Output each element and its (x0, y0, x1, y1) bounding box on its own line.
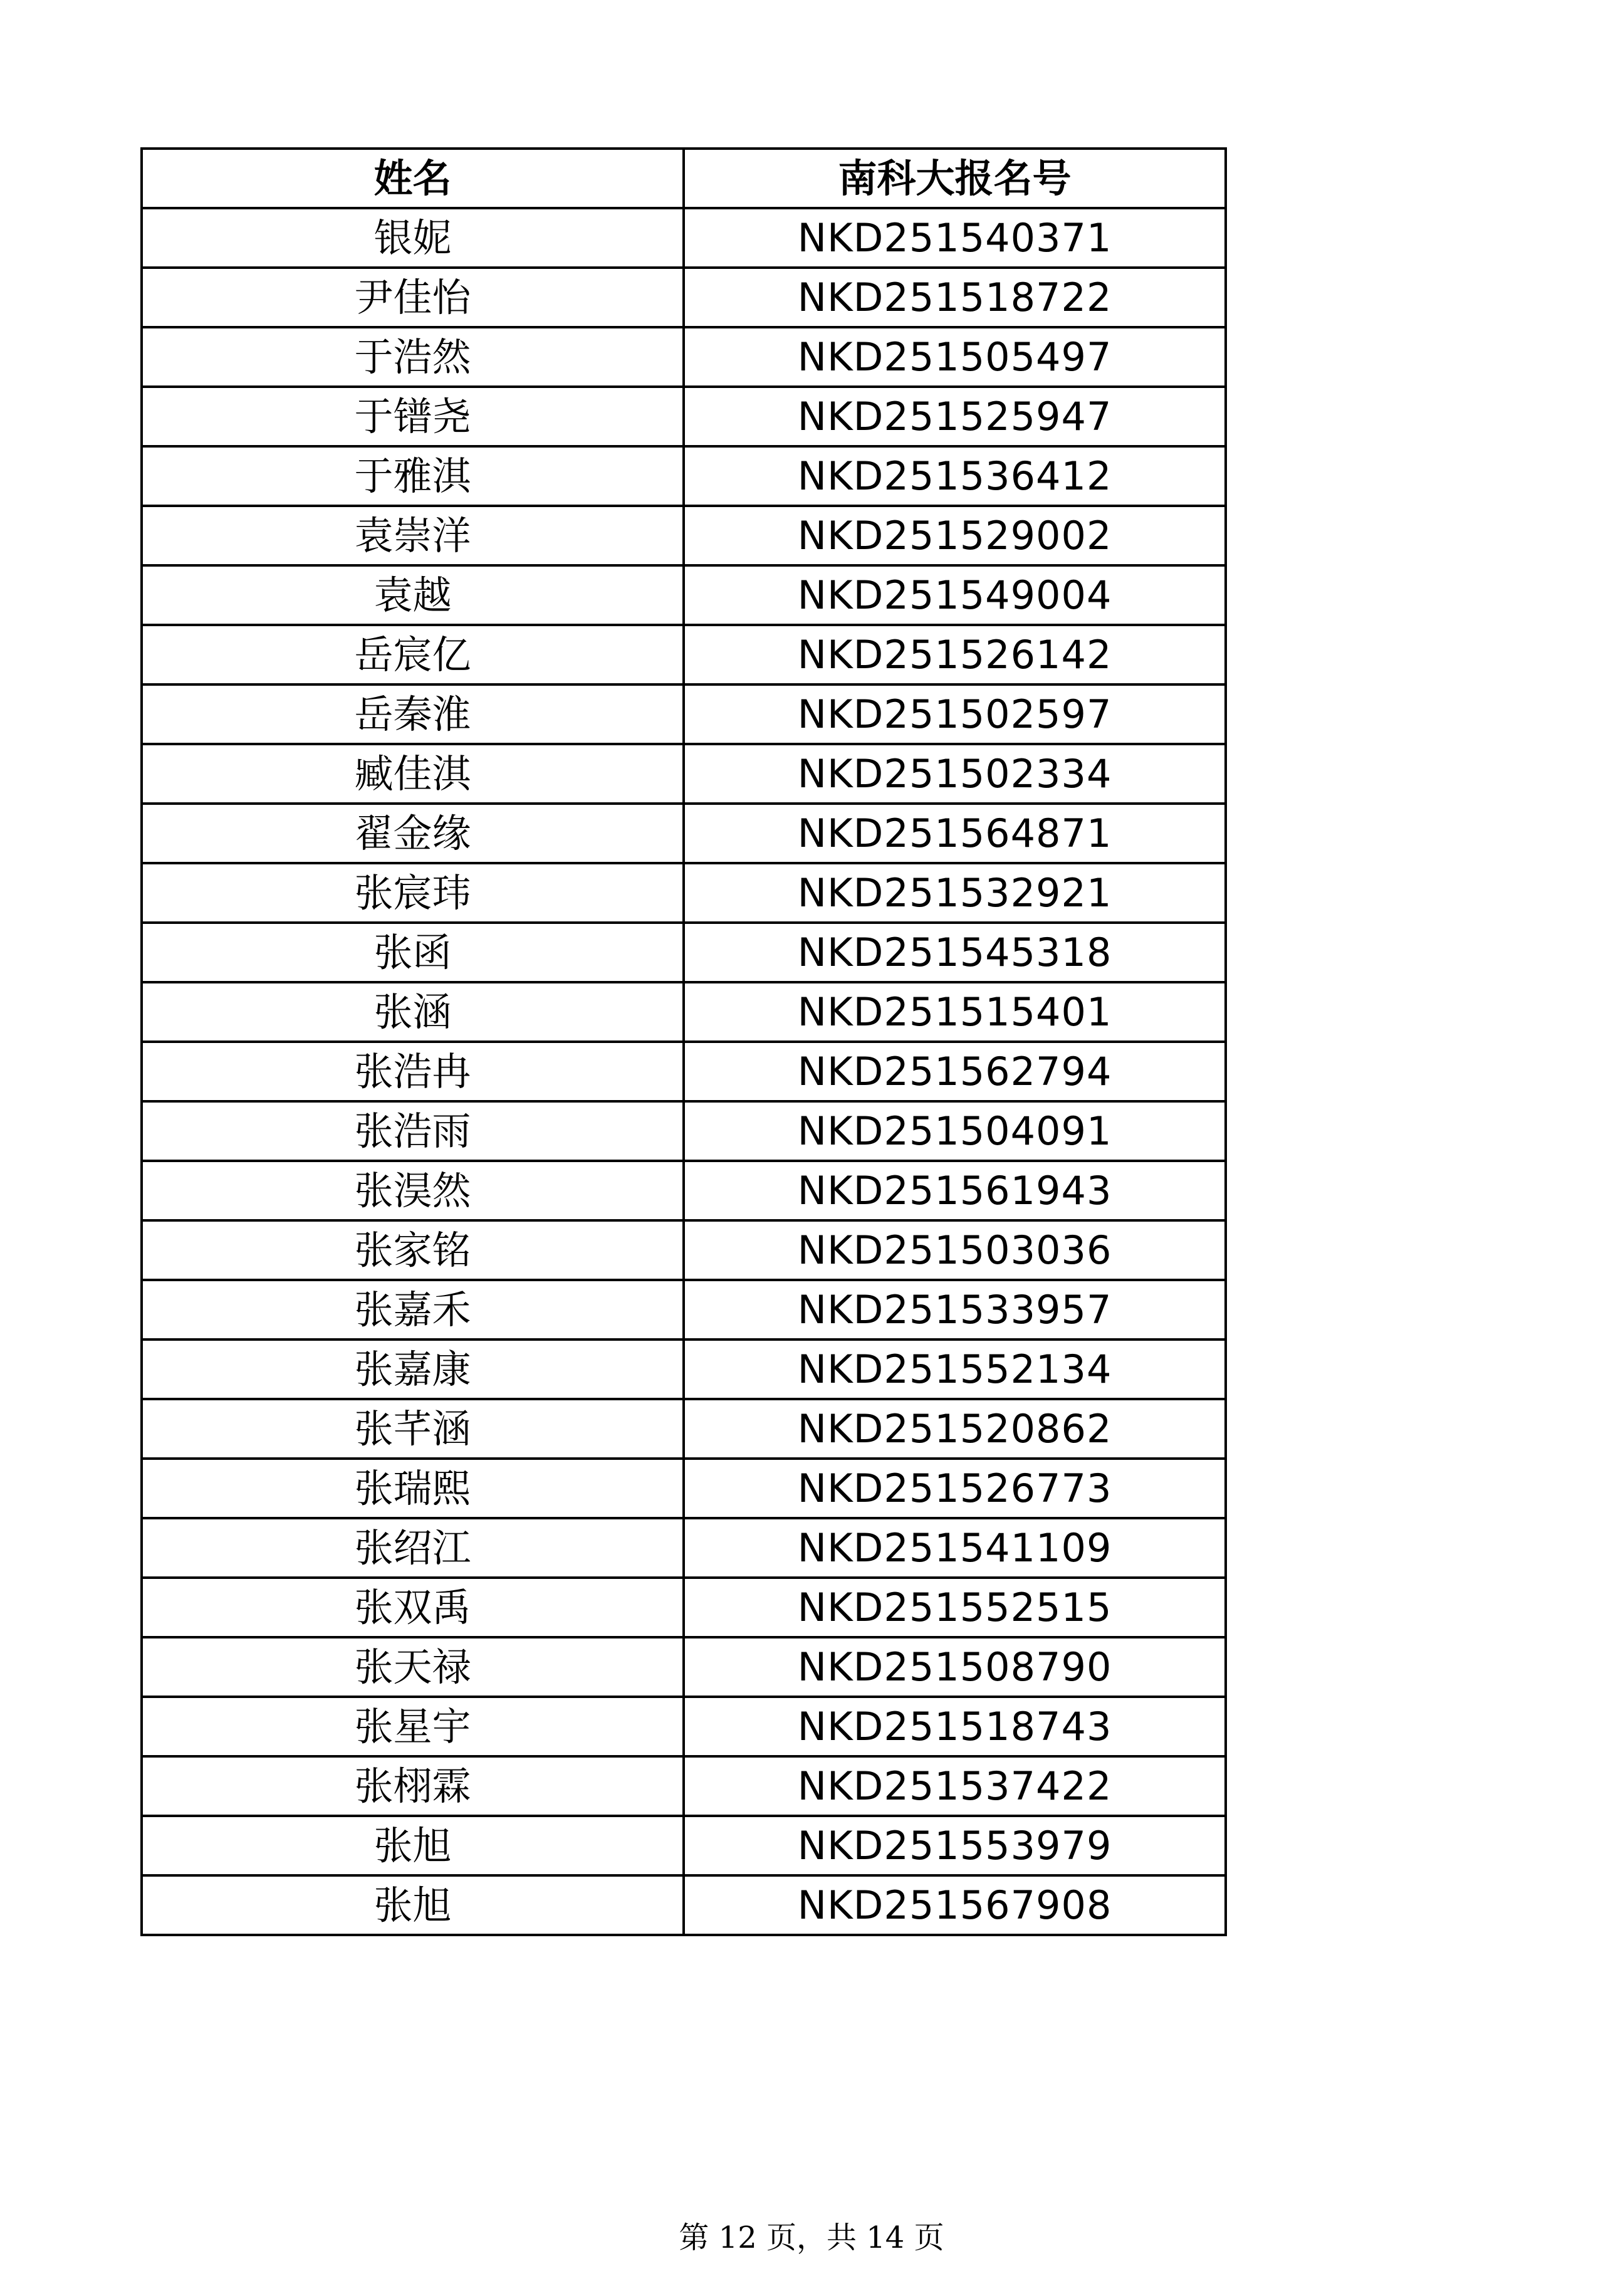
cell-registration-number: NKD251541109 (684, 1518, 1226, 1578)
cell-registration-number: NKD251526142 (684, 625, 1226, 684)
cell-registration-number: NKD251536412 (684, 446, 1226, 506)
table-row (142, 268, 1226, 327)
table-row (142, 327, 1226, 387)
cell-registration-number: NKD251518743 (684, 1697, 1226, 1756)
table-row (142, 804, 1226, 863)
table-row (142, 1637, 1226, 1697)
cell-registration-number: NKD251552515 (684, 1578, 1226, 1637)
cell-registration-number: NKD251532921 (684, 863, 1226, 923)
cell-name: 张浩冉 (142, 1042, 684, 1101)
table-row (142, 863, 1226, 923)
cell-registration-number: NKD251540371 (684, 208, 1226, 268)
cell-registration-number: NKD251562794 (684, 1042, 1226, 1101)
table-row (142, 1220, 1226, 1280)
cell-name: 张旭 (142, 1816, 684, 1875)
cell-name: 张星宇 (142, 1697, 684, 1756)
table-row (142, 744, 1226, 804)
cell-name: 张宸玮 (142, 863, 684, 923)
column-header-registration-number: 南科大报名号 (684, 149, 1226, 208)
cell-name: 翟金缘 (142, 804, 684, 863)
table-row (142, 1518, 1226, 1578)
cell-name: 袁崇洋 (142, 506, 684, 565)
cell-registration-number: NKD251529002 (684, 506, 1226, 565)
cell-name: 张绍江 (142, 1518, 684, 1578)
cell-registration-number: NKD251561943 (684, 1161, 1226, 1220)
cell-name: 于镨尧 (142, 387, 684, 446)
page-number-footer: 第 12 页，共 14 页 (679, 2220, 944, 2255)
cell-registration-number: NKD251552134 (684, 1339, 1226, 1399)
cell-name: 张浩雨 (142, 1101, 684, 1161)
cell-registration-number: NKD251504091 (684, 1101, 1226, 1161)
cell-name: 张芊涵 (142, 1399, 684, 1459)
table-row (142, 1280, 1226, 1339)
table-row (142, 1875, 1226, 1935)
table-row (142, 565, 1226, 625)
table-row (142, 1161, 1226, 1220)
cell-registration-number: NKD251502334 (684, 744, 1226, 804)
cell-registration-number: NKD251549004 (684, 565, 1226, 625)
cell-registration-number: NKD251508790 (684, 1637, 1226, 1697)
cell-name: 张淏然 (142, 1161, 684, 1220)
table-row (142, 208, 1226, 268)
table-header-row (142, 149, 1226, 208)
cell-registration-number: NKD251564871 (684, 804, 1226, 863)
column-header-name: 姓名 (142, 149, 684, 208)
cell-name: 张家铭 (142, 1220, 684, 1280)
table-row (142, 1339, 1226, 1399)
cell-registration-number: NKD251537422 (684, 1756, 1226, 1816)
cell-registration-number: NKD251503036 (684, 1220, 1226, 1280)
cell-registration-number: NKD251520862 (684, 1399, 1226, 1459)
table-row (142, 1816, 1226, 1875)
table-row (142, 506, 1226, 565)
table-row (142, 1101, 1226, 1161)
cell-registration-number: NKD251553979 (684, 1816, 1226, 1875)
cell-registration-number: NKD251533957 (684, 1280, 1226, 1339)
table-row (142, 982, 1226, 1042)
roster-table (140, 147, 1227, 1936)
table-row (142, 625, 1226, 684)
table-row (142, 1042, 1226, 1101)
cell-registration-number: NKD251526773 (684, 1459, 1226, 1518)
table-row (142, 1459, 1226, 1518)
table-row (142, 1697, 1226, 1756)
cell-registration-number: NKD251545318 (684, 923, 1226, 982)
cell-registration-number: NKD251502597 (684, 684, 1226, 744)
table-row (142, 387, 1226, 446)
cell-registration-number: NKD251505497 (684, 327, 1226, 387)
cell-name: 岳宸亿 (142, 625, 684, 684)
cell-name: 于雅淇 (142, 446, 684, 506)
table-row (142, 446, 1226, 506)
cell-name: 张旭 (142, 1875, 684, 1935)
cell-name: 于浩然 (142, 327, 684, 387)
cell-name: 张嘉康 (142, 1339, 684, 1399)
cell-name: 张天禄 (142, 1637, 684, 1697)
cell-name: 岳秦淮 (142, 684, 684, 744)
cell-name: 张函 (142, 923, 684, 982)
table-row (142, 1578, 1226, 1637)
cell-registration-number: NKD251567908 (684, 1875, 1226, 1935)
table-row (142, 923, 1226, 982)
table-row (142, 684, 1226, 744)
table-row (142, 1399, 1226, 1459)
table-row (142, 1756, 1226, 1816)
cell-name: 袁越 (142, 565, 684, 625)
cell-registration-number: NKD251515401 (684, 982, 1226, 1042)
cell-name: 张涵 (142, 982, 684, 1042)
cell-name: 银妮 (142, 208, 684, 268)
cell-name: 臧佳淇 (142, 744, 684, 804)
cell-name: 张双禹 (142, 1578, 684, 1637)
table-body (142, 208, 1226, 1935)
cell-registration-number: NKD251518722 (684, 268, 1226, 327)
cell-registration-number: NKD251525947 (684, 387, 1226, 446)
cell-name: 张嘉禾 (142, 1280, 684, 1339)
cell-name: 尹佳怡 (142, 268, 684, 327)
cell-name: 张栩霖 (142, 1756, 684, 1816)
cell-name: 张瑞熙 (142, 1459, 684, 1518)
